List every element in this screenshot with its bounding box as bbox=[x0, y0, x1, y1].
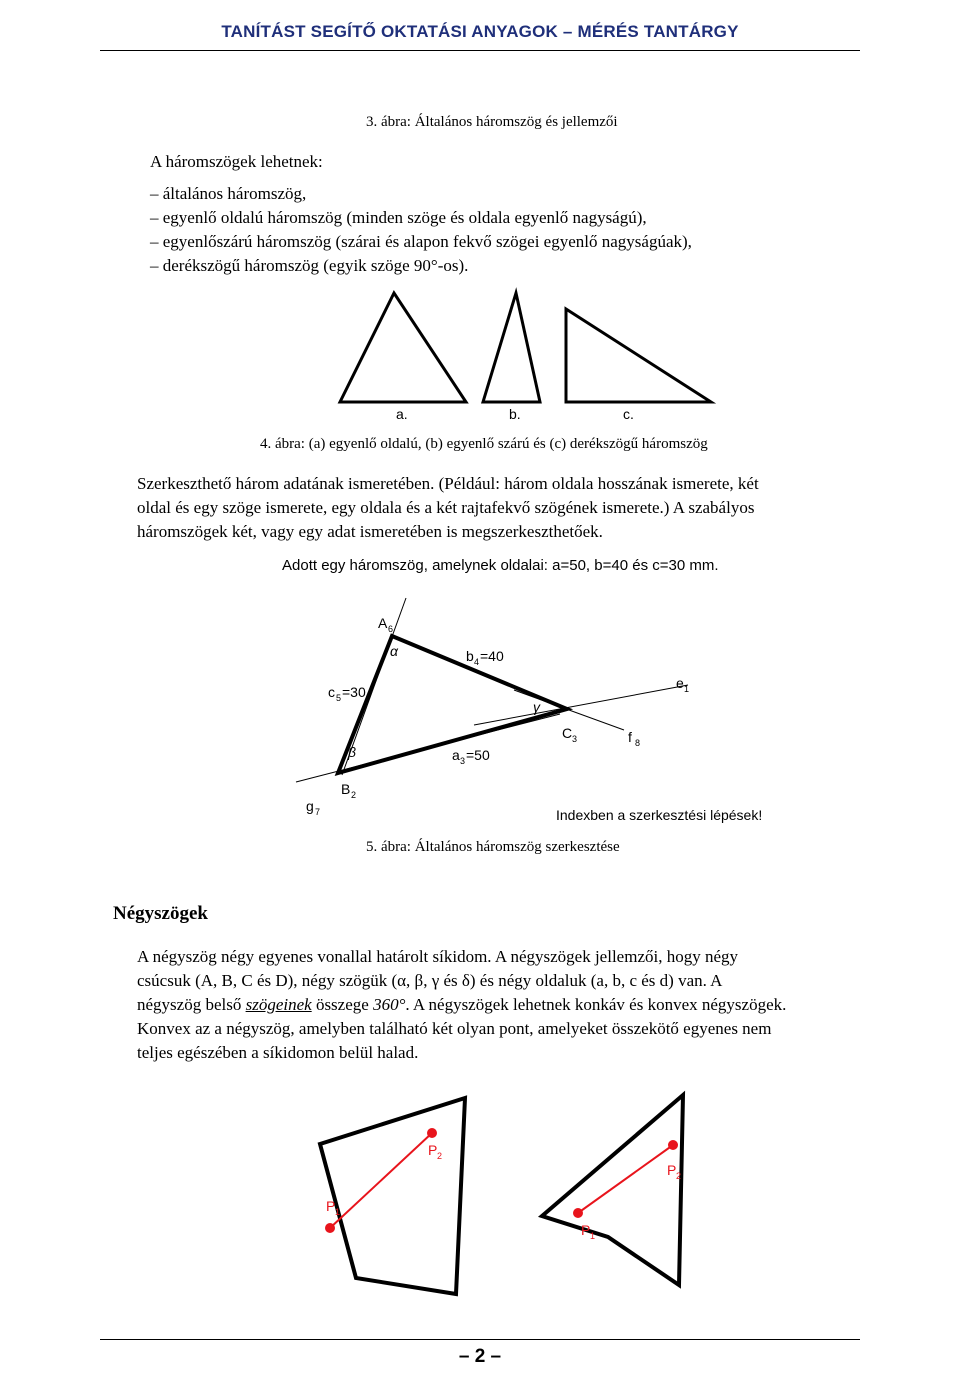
side-c-index: 5 bbox=[336, 693, 342, 703]
vertex-B-label: B bbox=[341, 781, 351, 797]
quadrilateral-paragraph bbox=[137, 945, 882, 1065]
paragraph-line bbox=[137, 993, 882, 1017]
figure-convex-concave bbox=[300, 1085, 720, 1305]
header-rule bbox=[100, 50, 860, 51]
right-triangle bbox=[566, 309, 711, 402]
figure-4-triangles bbox=[330, 285, 720, 425]
side-b-value: =40 bbox=[480, 648, 504, 664]
concave-segment bbox=[578, 1145, 673, 1213]
text-run-italic: 360° bbox=[373, 995, 406, 1014]
text-run: . A négyszögek lehetnek konkáv és konvex négyszögek. bbox=[405, 995, 787, 1014]
text-run: négyszög belső bbox=[137, 995, 246, 1014]
section-title-quadrilaterals: Négyszögek bbox=[113, 903, 208, 924]
side-b-label: b bbox=[466, 648, 474, 664]
paragraph-line: teljes egészében a síkidomon belül halad. bbox=[137, 1043, 419, 1062]
side-b-index: 4 bbox=[474, 657, 480, 667]
page-header: TANÍTÁST SEGÍTŐ OKTATÁSI ANYAGOK – MÉRÉS TANTÁRGY bbox=[221, 22, 739, 41]
figure-4-caption: 4. ábra: (a) egyenlő oldalú, (b) egyenlő szárú és (c) derékszögű háromszög bbox=[260, 436, 708, 452]
vertex-B-index: 2 bbox=[351, 790, 357, 800]
list-item: – derékszögű háromszög (egyik szöge 90°-os). bbox=[150, 256, 469, 275]
line-g-index: 7 bbox=[315, 807, 321, 817]
text-run: összege bbox=[311, 995, 374, 1014]
list-item: – egyenlő oldalú háromszög (minden szöge és oldala egyenlő nagyságú), bbox=[150, 208, 647, 227]
line-e-index: 1 bbox=[684, 684, 690, 694]
convex-p1-index: 1 bbox=[335, 1207, 341, 1217]
vertex-C-label: C bbox=[562, 725, 573, 741]
side-a-label: a bbox=[452, 747, 460, 763]
side-a-value: =50 bbox=[466, 747, 490, 763]
line-g-label: g bbox=[306, 798, 314, 814]
label-c: c. bbox=[623, 406, 634, 422]
label-a: a. bbox=[396, 406, 408, 422]
paragraph-line: oldal és egy szöge ismerete, egy oldala és a két rajtafekvő szögének ismerete.) A szabályos bbox=[137, 498, 755, 517]
paragraph-line: csúcsuk (A, B, C és D), négy szögük (α, β, γ és δ) és négy oldaluk (a, b, c és d) van. A bbox=[137, 971, 723, 990]
line-f-label: f bbox=[628, 729, 632, 745]
concave-p2-label: P bbox=[667, 1162, 677, 1178]
line-e-label: e bbox=[676, 675, 684, 691]
triangle-types-list bbox=[150, 182, 692, 278]
figure-5-construction bbox=[278, 580, 770, 830]
text-run-italic: szögeinek bbox=[245, 995, 312, 1014]
figure-5-title: Adott egy háromszög, amelynek oldalai: a=50, b=40 és c=30 mm. bbox=[282, 557, 719, 574]
figure-3-caption: 3. ábra: Általános háromszög és jellemzői bbox=[366, 114, 618, 130]
side-c-value: =30 bbox=[342, 684, 366, 700]
concave-quadrilateral bbox=[542, 1095, 683, 1285]
list-item: – általános háromszög, bbox=[150, 184, 307, 203]
angle-gamma: γ bbox=[533, 699, 540, 715]
equilateral-triangle bbox=[340, 293, 466, 402]
line-e bbox=[474, 685, 688, 725]
vertex-A-index: 6 bbox=[388, 624, 394, 634]
construction-note: Indexben a szerkesztési lépések! bbox=[556, 807, 763, 823]
angle-beta: β bbox=[348, 744, 356, 760]
vertex-C-index: 3 bbox=[572, 734, 578, 744]
angle-alpha: α bbox=[390, 643, 398, 659]
paragraph-line: Szerkeszthető három adatának ismeretében. (Például: három oldala hosszának ismerete, két bbox=[137, 474, 759, 493]
construction-paragraph bbox=[137, 472, 882, 544]
paragraph-line: háromszögek két, vagy egy adat ismeretében is megszerkeszthetőek. bbox=[137, 522, 603, 541]
figure-5-caption: 5. ábra: Általános háromszög szerkesztése bbox=[366, 839, 620, 855]
convex-p2-label: P bbox=[428, 1142, 438, 1158]
label-b: b. bbox=[509, 406, 521, 422]
footer-rule bbox=[100, 1339, 860, 1340]
triangle-types-heading: A háromszögek lehetnek: bbox=[150, 152, 323, 171]
paragraph-line: A négyszög négy egyenes vonallal határolt síkidom. A négyszögek jellemzői, hogy négy bbox=[137, 947, 739, 966]
line-f-index: 8 bbox=[635, 738, 641, 748]
concave-point-p2 bbox=[668, 1140, 678, 1150]
side-c-label: c bbox=[328, 684, 335, 700]
paragraph-line: Konvex az a négyszög, amelyben található két olyan pont, amelyeket összekötő egyenes nem bbox=[137, 1019, 772, 1038]
concave-point-p1 bbox=[573, 1208, 583, 1218]
concave-p1-label: P bbox=[581, 1222, 591, 1238]
convex-point-p1 bbox=[325, 1223, 335, 1233]
convex-p1-label: P bbox=[326, 1198, 336, 1214]
concave-p1-index: 1 bbox=[590, 1231, 596, 1241]
side-a-index: 3 bbox=[460, 756, 466, 766]
isosceles-triangle bbox=[483, 293, 540, 402]
page-number: – 2 – bbox=[458, 1346, 502, 1367]
convex-segment bbox=[330, 1133, 432, 1228]
concave-p2-index: 2 bbox=[676, 1171, 682, 1181]
convex-p2-index: 2 bbox=[437, 1151, 443, 1161]
convex-quadrilateral bbox=[320, 1098, 465, 1294]
convex-point-p2 bbox=[427, 1128, 437, 1138]
vertex-A-label: A bbox=[378, 615, 388, 631]
list-item: – egyenlőszárú háromszög (szárai és alapon fekvő szögei egyenlő nagyságúak), bbox=[150, 232, 692, 251]
